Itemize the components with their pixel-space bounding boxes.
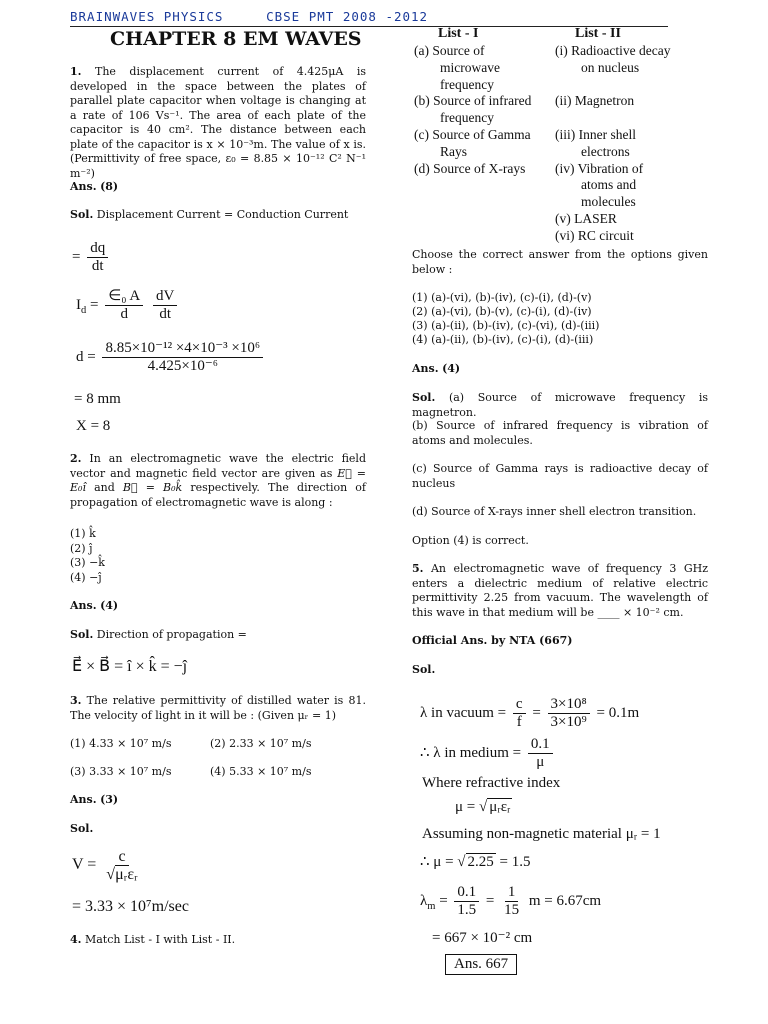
list-2-item: (iv) Vibration of (555, 160, 644, 176)
q5-eq-vacuum-wavelength (420, 696, 639, 731)
solution-label: Sol. (70, 208, 94, 221)
question-number: 1. (70, 65, 82, 78)
question-text-cont: respectively. The direction of propagation of electromagnetic wave is along : (70, 481, 366, 509)
fraction-numerator: c (115, 848, 128, 866)
question-text: The displacement current of 4.425μA is developed in the space between the plates of parallel plate capacitor when voltage is changing at a rate of 106 Vs⁻¹. The area of each plate of the capacitor is 40 cm². The distance between each plate of the capacitor is x × 10⁻³m. The value of x is. (Permittivity of free space, ε₀ = 8.85 × 10⁻¹² C² N⁻¹ m⁻²) (70, 65, 367, 180)
fraction-numerator: ∈₀ A (105, 288, 143, 306)
question-text: An electromagnetic wave of frequency 3 GHz enters a dielectric medium of relative electric permittivity 2.25 from vacuum. The wavelength of this wave in that medium will be ____ × 10⁻² cm. (412, 562, 708, 619)
answer-label: Ans. (70, 180, 97, 193)
fraction-denominator: 4.425×10⁻⁶ (147, 358, 218, 374)
fraction-numerator: 1 (505, 884, 519, 902)
fraction-denominator: 15 (504, 902, 520, 918)
question-number: 3. (70, 694, 82, 707)
list-1-item: (c) Source of Gamma (414, 126, 531, 142)
radicand: μᵣεᵣ (489, 799, 511, 815)
eq-subscript: d (81, 304, 87, 316)
fraction-numerator: 8.85×10⁻¹² ×4×10⁻³ ×10⁶ (102, 340, 263, 358)
q5-official-answer: Official Ans. by NTA (667) (412, 634, 573, 647)
fraction-numerator: c (513, 696, 526, 714)
question-5 (412, 562, 708, 620)
answer-label: Ans. (70, 793, 97, 806)
fraction-numerator: 0.1 (454, 884, 479, 902)
option: (1) (a)-(vi), (b)-(iv), (c)-(i), (d)-(v) (412, 291, 592, 304)
list-1-item: frequency (440, 76, 494, 92)
list-2-heading: List - II (575, 26, 621, 41)
q5-solution-label: Sol. (412, 663, 436, 676)
solution-text: Displacement Current = Conduction Current (96, 208, 349, 221)
answer-value: (3) (100, 793, 119, 806)
q5-eq-mu-value: ∴ μ = √ 2.25 = 1.5 (420, 854, 531, 870)
list-1-item: (b) Source of infrared (414, 93, 532, 109)
eq-lhs: ∴ μ = (420, 854, 454, 870)
solution-label: Sol. (70, 822, 94, 835)
fraction-numerator: 0.1 (528, 736, 553, 754)
chapter-title: CHAPTER 8 EM WAVES (110, 28, 362, 50)
q5-answer-box: Ans. 667 (445, 954, 517, 975)
option: (4) −ĵ (70, 570, 102, 584)
answer-value: (4) (100, 599, 119, 612)
eq-lhs: d = (76, 348, 96, 365)
question-4 (70, 933, 235, 948)
q1-eq-distance (76, 340, 266, 375)
eq-sign: = (532, 704, 541, 721)
eq-lhs: λ in vacuum = (420, 704, 507, 721)
list-2-item: (v) LASER (555, 210, 617, 226)
question-number: 4. (70, 933, 82, 946)
fraction-denominator: 3×10⁹ (550, 714, 587, 730)
q4-choose-text: Choose the correct answer from the options given below : (412, 248, 708, 276)
fraction-denominator: dt (159, 306, 172, 322)
eq-lhs: ∴ λ in medium = (420, 744, 522, 761)
q1-solution-intro (70, 208, 348, 223)
fraction-numerator: dV (153, 288, 177, 306)
question-2 (70, 452, 366, 510)
answer-value: (8) (100, 180, 119, 193)
option: (4) (a)-(ii), (b)-(iv), (c)-(i), (d)-(iii) (412, 333, 594, 346)
option: (3) (a)-(ii), (b)-(iv), (c)-(vi), (d)-(iii) (412, 319, 600, 332)
eq-result: = 1.5 (499, 854, 531, 870)
eq-lhs: V = (72, 856, 97, 874)
fraction-denominator: √μᵣεᵣ (106, 866, 138, 883)
fraction-denominator: d (120, 306, 128, 322)
q1-eq-x: X = 8 (76, 418, 111, 434)
b-field-vector: B⃗ = B₀k̂ (122, 481, 183, 494)
fraction-denominator: dt (91, 258, 104, 274)
list-1-item: (d) Source of X-rays (414, 160, 526, 176)
list-2-item: molecules (581, 194, 636, 210)
e-field-vector: E⃗ = E₀î (70, 466, 366, 494)
q3-solution-label (70, 822, 93, 837)
q4-solution-e: Option (4) is correct. (412, 534, 529, 547)
question-1 (70, 65, 366, 181)
list-2-item: (iii) Inner shell (555, 126, 636, 142)
q2-answer (70, 599, 118, 614)
option: (2) ĵ (70, 541, 93, 555)
option: (2) (a)-(vi), (b)-(v), (c)-(i), (d)-(iv) (412, 305, 592, 318)
q3-option-1: (1) 4.33 × 10⁷ m/s (70, 737, 172, 750)
list-1-heading: List - I (438, 26, 479, 41)
fraction-denominator: 1.5 (457, 902, 477, 918)
q4-options (412, 291, 708, 347)
eq-lhs: I (76, 296, 81, 313)
fraction-numerator: 3×10⁸ (548, 696, 590, 714)
question-3 (70, 694, 366, 723)
q5-assumption-text: Assuming non-magnetic material μᵣ = 1 (422, 826, 661, 842)
eq-lhs: μ = (455, 799, 476, 815)
q4-answer (412, 362, 460, 377)
q4-solution-a (412, 391, 708, 420)
answer-label: Ans. (70, 599, 97, 612)
option: (3) −k̂ (70, 556, 105, 569)
solution-text: Direction of propagation = (96, 628, 247, 641)
page-header: BRAINWAVES PHYSICS CBSE PMT 2008 -2012 (70, 8, 668, 27)
question-text: In an electromagnetic wave the electric field vector and magnetic field vector are given as (70, 452, 366, 480)
q5-eq-mu: μ = √ μᵣεᵣ (455, 799, 511, 815)
list-2-item: (ii) Magnetron (555, 93, 635, 109)
list-2 (555, 43, 715, 245)
option: (1) k̂ (70, 527, 96, 540)
q3-option-3: (3) 3.33 × 10⁷ m/s (70, 765, 172, 778)
q1-eq-result: = 8 mm (74, 391, 121, 407)
answer-label: Ans. (412, 362, 439, 375)
list-1 (414, 43, 554, 177)
solution-label: Sol. (70, 628, 94, 641)
q1-answer (70, 180, 118, 195)
solution-label: Sol. (412, 391, 436, 404)
list-2-item: on nucleus (581, 59, 640, 75)
eq-result: m = 6.67cm (528, 892, 602, 909)
list-1-item: (a) Source of (414, 43, 485, 58)
eq-subscript: m (427, 900, 436, 912)
list-1-item: Rays (440, 143, 467, 159)
fraction-numerator: dq (87, 240, 108, 258)
list-1-item: frequency (440, 110, 494, 126)
fraction-denominator: μ (536, 754, 545, 770)
q1-eq-displacement-current: $I_d$ = $\frac{\text{∈₀ A}}{d}$ $\frac{dV}{dt}$ (76, 288, 180, 323)
list-2-item: (i) Radioactive decay (555, 43, 671, 58)
fraction-denominator: f (516, 714, 522, 730)
q3-solution-eq (72, 848, 144, 883)
question-text: Match List - I with List - II. (84, 933, 236, 946)
q4-solution-c: (c) Source of Gamma rays is radioactive decay of nucleus (412, 462, 708, 490)
radicand: 2.25 (467, 854, 494, 870)
q4-solution-b: (b) Source of infrared frequency is vibration of atoms and molecules. (412, 419, 708, 447)
question-text: The relative permittivity of distilled water is 81. The velocity of light in it will be : (Given μᵣ = 1) (70, 694, 366, 722)
list-1-item: microwave (440, 59, 500, 75)
q2-solution-intro (70, 628, 247, 643)
q5-eq-medium-wavelength (420, 736, 556, 771)
eq-result: = 0.1m (596, 704, 640, 721)
q1-eq-dq-dt: = $\frac{dq}{dt}$ (72, 240, 111, 275)
q5-refractive-index-text: Where refractive index (422, 775, 561, 791)
list-2-item: atoms and (581, 177, 637, 193)
q3-option-2: (2) 2.33 × 10⁷ m/s (210, 737, 312, 750)
q5-eq-lambda-medium: $\lambda_m$ = $\frac{0.1}{1.5}$ = $\frac{1}{15}$ m = 6.67cm (420, 884, 602, 918)
q5-eq-final: = 667 × 10⁻² cm (432, 930, 533, 946)
conjunction: and (94, 481, 115, 494)
list-2-item: electrons (581, 143, 630, 159)
list-2-item: (vi) RC circuit (555, 227, 634, 243)
eq-lhs: λ (420, 892, 428, 909)
solution-text: (a) Source of microwave frequency is magnetron. (412, 391, 708, 419)
q3-solution-result: = 3.33 × 10⁷m/sec (72, 898, 189, 915)
q3-answer (70, 793, 118, 808)
answer-value: (4) (442, 362, 461, 375)
q4-solution-d: (d) Source of X-rays inner shell electron transition. (412, 505, 697, 518)
q2-options (70, 527, 105, 585)
q2-solution-eq: E⃗ × B⃗ = î × k̂ = −ĵ (72, 658, 188, 675)
question-number: 2. (70, 452, 82, 465)
question-number: 5. (412, 562, 424, 575)
q3-option-4: (4) 5.33 × 10⁷ m/s (210, 765, 312, 778)
